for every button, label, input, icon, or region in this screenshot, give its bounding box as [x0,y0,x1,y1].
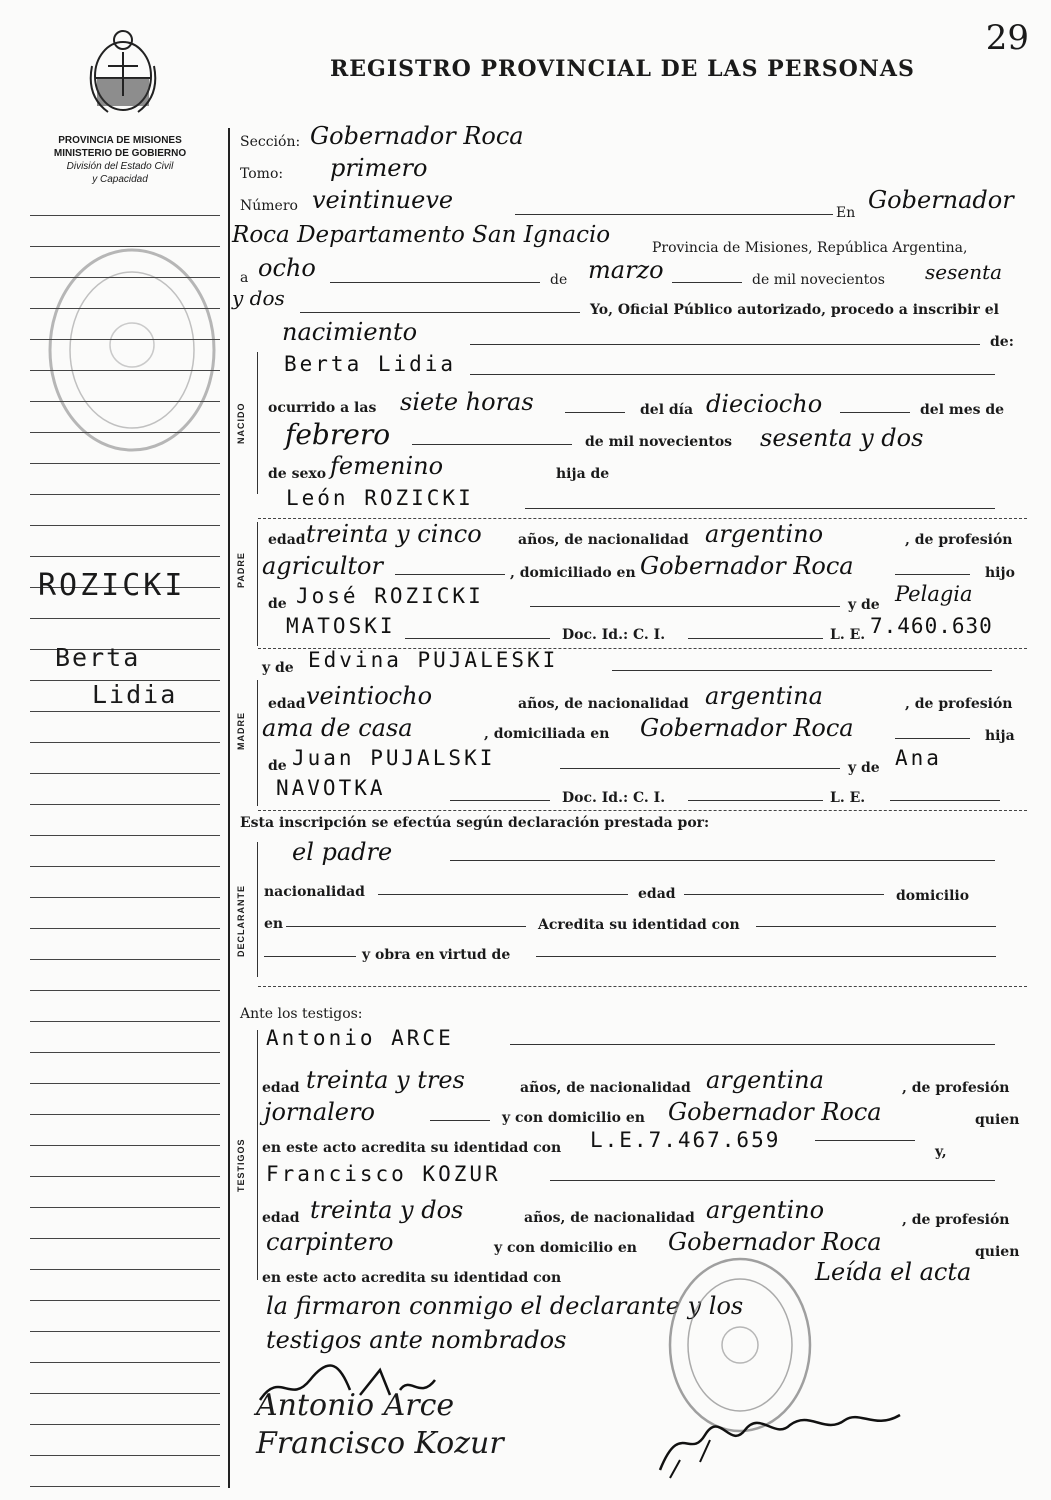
dia-value: dieciocho [706,390,823,418]
closing-text-2: la firmaron conmigo el declarante y los [266,1292,744,1320]
closing-text-3: testigos ante nombrados [266,1326,567,1354]
witness2-domicile: Gobernador Roca [668,1228,882,1256]
section-madre: MADRE [236,712,246,750]
margin-rule [30,1052,220,1053]
margin-rule [30,866,220,867]
mother-profession: ama de casa [262,714,413,742]
father-name: León ROZICKI [286,486,474,510]
father-le-label: L. E. [830,627,866,643]
margin-rule [30,1331,220,1332]
del-dia-label: del día [640,402,694,418]
father-age: treinta y cinco [306,520,482,548]
witness2-name: Francisco KOZUR [266,1162,501,1186]
witness2-domicilio-label: y con domicilio en [494,1240,637,1256]
margin-rule [30,711,220,712]
closing-text-1: Leída el acta [815,1258,972,1286]
father-father-name: José ROZICKI [296,584,484,608]
father-doc-label: Doc. Id.: C. I. [562,627,666,643]
margin-rule [30,1486,220,1487]
de-label: de [550,272,568,288]
margin-given-name-1: Berta [55,643,141,672]
witness1-age: treinta y tres [306,1066,465,1094]
hija-label: hija [985,728,1015,744]
authority-line-4: y Capacidad [92,174,148,185]
margin-rule [30,432,220,433]
tomo-label: Tomo: [240,166,284,182]
mes-value: febrero [285,418,391,451]
authority-line-3: División del Estado Civil [66,161,174,172]
margin-rule [30,990,220,991]
numero-label: Número [240,198,298,214]
margin-rule [30,804,220,805]
ocurrido-label: ocurrido a las [268,400,377,416]
section-declarante: DECLARANTE [236,885,246,957]
father-anios-label: años, de nacionalidad [518,532,689,548]
mother-doc-label: Doc. Id.: C. I. [562,790,666,806]
witness1-profesion-label: , de profesión [902,1080,1010,1096]
witness2-edad-label: edad [262,1210,300,1226]
witness2-signature: Francisco Kozur [256,1426,504,1461]
mother-domiciliada-label: , domiciliada en [484,726,610,742]
margin-rule [30,463,220,464]
oficial-label: Yo, Oficial Público autorizado, procedo a inscribir el [590,302,999,318]
mother-mother-name-a: Ana [895,746,942,770]
del-mes-label: del mes de [920,402,1005,418]
witness1-domicilio-label: y con domicilio en [502,1110,645,1126]
witness2-profesion-label: , de profesión [902,1212,1010,1228]
section-nacido: NACIDO [236,402,246,444]
margin-rule [30,401,220,402]
witness2-nationality: argentino [706,1196,825,1224]
margin-rule [30,928,220,929]
witness2-acredita-label: en este acto acredita su identidad con [262,1270,562,1286]
father-y-de-label: y de [848,597,880,613]
mother-y-de-label: y de [262,660,294,676]
authority-line-1: PROVINCIA DE MISIONES [58,135,182,146]
margin-rule [30,556,220,557]
witness2-quien-label: quien [975,1244,1020,1260]
provincia-label: Provincia de Misiones, República Argentina, [652,240,968,256]
witness1-id: L.E.7.467.659 [590,1128,781,1152]
witness2-profession: carpintero [266,1228,394,1256]
declarante-edad-label: edad [638,886,676,902]
place-value-a: Gobernador [868,186,1014,214]
father-mother-name-b: MATOSKI [286,614,396,638]
mother-profesion-label: , de profesión [905,696,1013,712]
margin-rule [30,835,220,836]
witness1-y-label: y, [935,1144,947,1160]
month-value: marzo [588,256,664,284]
document-title: REGISTRO PROVINCIAL DE LAS PERSONAS [330,56,915,82]
margin-rule [30,246,220,247]
father-profesion-label: , de profesión [905,532,1013,548]
mother-mother-name-b: NAVOTKA [276,776,386,800]
margin-rule [30,1393,220,1394]
witness1-profession: jornalero [264,1098,375,1126]
tomo-value: primero [330,154,428,182]
margin-rule [30,1455,220,1456]
margin-rule [30,742,220,743]
witness1-name: Antonio ARCE [266,1026,454,1050]
hija-de-label: hija de [556,466,610,482]
de-mil-label: de mil novecientos [585,434,733,450]
authority-line-2: MINISTERIO DE GOBIERNO [53,148,187,159]
father-father-de-label: de [268,596,287,612]
margin-rule [30,773,220,774]
section-padre: PADRE [236,552,246,588]
declarante-value: el padre [292,838,393,866]
acredita-label: Acredita su identidad con [538,917,740,933]
section-testigos: TESTIGOS [236,1138,246,1192]
sexo-value: femenino [330,452,444,480]
witness1-anios-label: años, de nacionalidad [520,1080,691,1096]
father-domicile: Gobernador Roca [640,552,854,580]
declaracion-label: Esta inscripción se efectúa según declaración prestada por: [240,815,710,831]
father-edad-label: edad [268,532,306,548]
witness2-anios-label: años, de nacionalidad [524,1210,695,1226]
declarante-en-label: en [264,916,284,932]
obra-label: y obra en virtud de [362,947,511,963]
numero-value: veintinueve [312,186,454,214]
father-mother-name-a: Pelagia [895,582,973,606]
margin-rule [30,1114,220,1115]
mother-father-de-label: de [268,758,287,774]
mother-domicile: Gobernador Roca [640,714,854,742]
seccion-value: Gobernador Roca [310,122,524,150]
mother-father-name: Juan PUJALSKI [292,746,496,770]
mother-y-de-label-2: y de [848,760,880,776]
mother-age: veintiocho [306,682,433,710]
father-domiciliado-label: , domiciliado en [510,565,636,581]
mother-edad-label: edad [268,696,306,712]
margin-rule [30,1176,220,1177]
witness1-signature: Antonio Arce [256,1388,455,1423]
margin-rule [30,1424,220,1425]
margin-given-name-2: Lidia [92,680,178,709]
margin-rule [30,1362,220,1363]
father-nationality: argentino [705,520,824,548]
acto-value: nacimiento [282,318,418,346]
margin-rule [30,959,220,960]
margin-rule [30,1269,220,1270]
anio-value: sesenta y dos [760,424,924,452]
sexo-label: de sexo [268,466,327,482]
hora-value: siete horas [400,388,534,416]
officer-signature-icon [650,1400,910,1480]
father-profession: agricultor [262,552,383,580]
mil-label: de mil novecientos [752,272,885,288]
en-label: En [836,205,856,221]
margin-rule [30,215,220,216]
mother-nationality: argentina [705,682,823,710]
page-number: 29 [985,18,1029,58]
margin-rule [30,1207,220,1208]
father-le-number: 7.460.630 [870,614,993,638]
de-label-2: de: [990,334,1014,350]
declarante-nacionalidad-label: nacionalidad [264,884,365,900]
margin-rule [30,1300,220,1301]
margin-rule [30,1145,220,1146]
margin-rule [30,525,220,526]
margin-rule [30,370,220,371]
declarante-domicilio-label: domicilio [896,888,970,904]
margin-rule [30,1021,220,1022]
margin-divider [228,128,230,1488]
testigos-label: Ante los testigos: [240,1006,363,1022]
witness1-domicile: Gobernador Roca [668,1098,882,1126]
mother-anios-label: años, de nacionalidad [518,696,689,712]
margin-rule [30,1083,220,1084]
margin-surname: ROZICKI [38,568,186,603]
mother-name: Edvina PUJALESKI [308,648,559,672]
place-value-b: Roca Departamento San Ignacio [232,222,611,248]
hijo-label: hijo [985,565,1015,581]
witness2-age: treinta y dos [310,1196,464,1224]
margin-rule [30,618,220,619]
witness1-acredita-label: en este acto acredita su identidad con [262,1140,562,1156]
margin-rule [30,277,220,278]
seccion-label: Sección: [240,134,301,150]
margin-rule [30,1238,220,1239]
year-value-b: y dos [232,286,285,310]
margin-rule [30,897,220,898]
margin-rule [30,308,220,309]
witness1-nationality: argentina [706,1066,824,1094]
margin-rule [30,494,220,495]
witness1-edad-label: edad [262,1080,300,1096]
a-label: a [240,270,249,286]
coat-of-arms-icon [88,26,158,116]
year-value-a: sesenta [925,260,1003,284]
witness1-quien-label: quien [975,1112,1020,1128]
day-value: ocho [258,254,316,282]
issuing-authority [20,134,220,186]
margin-rule [30,339,220,340]
mother-le-label: L. E. [830,790,866,806]
child-name: Berta Lidia [284,352,457,376]
